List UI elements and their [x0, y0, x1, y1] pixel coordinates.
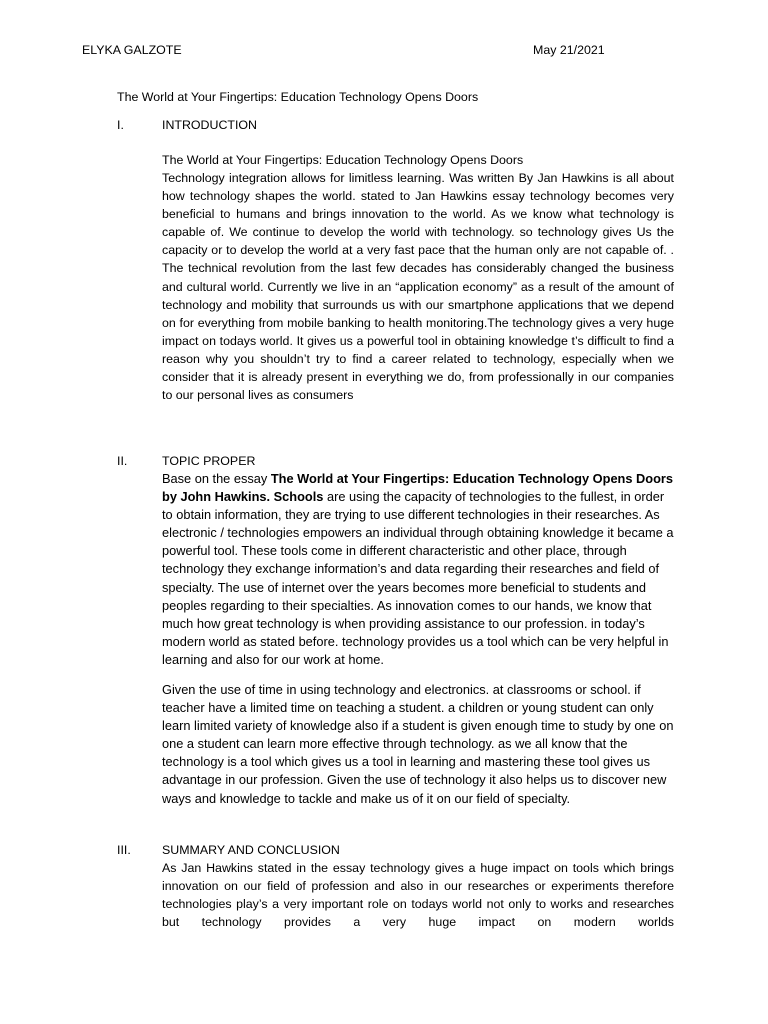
document-header [82, 41, 630, 61]
topic-proper-paragraph-2: Given the use of time in using technology and electronics. at classrooms or school. if teacher have a limited time on teaching a student. a children or young student can only learn limited variety of knowledge also if a student is given enough time to study by one on one a student can learn more effective through technology. as we all know that the technology is a tool which gives us a tool in learning and mastering these tool gives us advantage in our profession. Given the use of technology it also helps us to discover new ways and knowledge to tackle and make us of it on our field of specialty. [162, 682, 674, 806]
section-number-2: II. [117, 454, 128, 468]
summary-conclusion-paragraph: As Jan Hawkins stated in the essay technology gives a huge impact on tools which brings innovation on our field of profession and also in our researches or experiments therefore technologies play’s a very important role on todays world not only to works and researches but technology provides a very huge impact on modern worlds [162, 861, 674, 930]
author-name: ELYKA GALZOTE [82, 43, 182, 57]
section-number-3: III. [117, 843, 131, 857]
section-heading-topic-proper: TOPIC PROPER [162, 454, 256, 468]
essay-reference-title: The World at Your Fingertips: Education Technology Opens Doors by John Hawkins. [162, 471, 674, 505]
section-number-1: I. [117, 118, 124, 132]
section-heading-summary-conclusion: SUMMARY AND CONCLUSION [162, 843, 340, 857]
document-title: The World at Your Fingertips: Education Technology Opens Doors [117, 90, 479, 104]
document-date: May 21/2021 [533, 43, 605, 57]
essay-reference-schools: Schools [270, 489, 324, 505]
introduction-paragraph: Technology integration allows for limitless learning. Was written By Jan Hawkins is all about how technology shapes the world. stated to Jan Hawkins essay technology becomes very beneficial to humans and brings innovation to the world. As we know what technology is capable of. We continue to develop the world with technology. so technology gives Us the capacity or to develop the world at a very fast pace that the human only are not capable of. . The technical revolution from the last few decades has considerably changed the business and cultural world. Currently we live in an “application economy” as a result of the amount of technology and mobility that surrounds us with our smartphone applications that we depend on for everything from mobile banking to health monitoring.The technology gives a very huge impact on todays world. It gives us a powerful tool in obtaining knowledge t’s difficult to find a reason why you shouldn’t try to find a career related to technology, especially when we consider that it is already present in everything we do, from professionally in our companies to our personal lives as consumers [162, 171, 674, 403]
section-heading-introduction: INTRODUCTION [162, 118, 257, 132]
essay-reference-lead: Base on the essay [162, 471, 271, 486]
introduction-subtitle: The World at Your Fingertips: Education Technology Opens Doors [162, 153, 524, 167]
topic-proper-text: are using the capacity of technologies to the fullest, in order to obtain information, they are trying to use different technologies in their researches. As electronic / technologies empowers an individual through obtaining knowledge it became a powerful tool. These tools come in different characteristic and other place, through technology they exchange information’s and data regarding their researches and field of specialty. The use of internet over the years becomes more beneficial to students and peoples regarding to their specialties. As innovation comes to our hands, we know that much how great technology is when providing assistance to our profession. in today’s modern world as stated before. technology provides us a tool which can be very helpful in learning and also for our work at home. [162, 489, 674, 667]
topic-proper-paragraph-1 [162, 470, 674, 669]
